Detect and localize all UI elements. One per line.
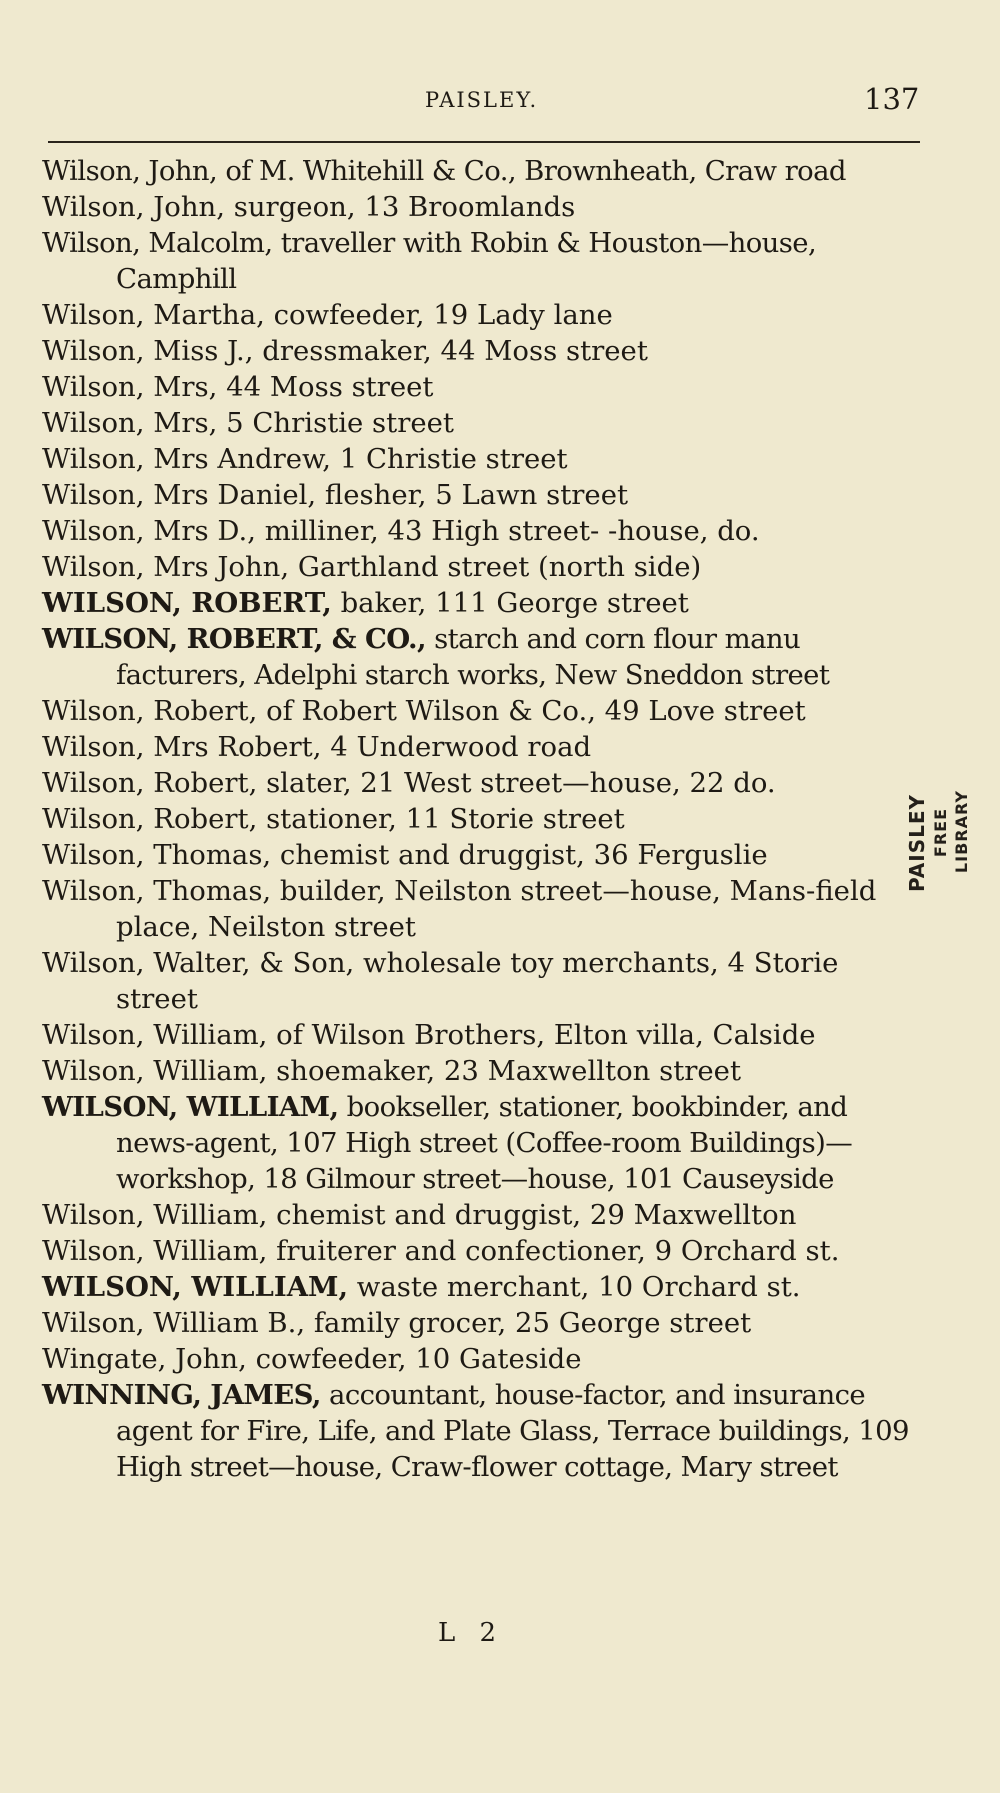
entry-details: 5 Christie street	[217, 407, 454, 439]
entry-name: Wilson, Robert,	[42, 695, 258, 727]
directory-entry	[42, 513, 920, 549]
directory-entry	[42, 693, 920, 729]
entry-details: shoemaker, 23 Maxwellton street	[267, 1055, 742, 1087]
directory-entry	[42, 765, 920, 801]
entry-name: WILSON, ROBERT, & CO.,	[42, 623, 426, 655]
entry-name: Wilson, Mrs Robert,	[42, 731, 322, 763]
directory-entry	[42, 873, 920, 945]
entry-name: Wilson, Martha,	[42, 299, 265, 331]
entry-details: Garthland street (north side)	[289, 551, 702, 583]
entry-name: Wilson, Walter, & Son,	[42, 947, 355, 979]
entry-details: stationer, 11 Storie street	[257, 803, 625, 835]
entry-details: slater, 21 West street—house, 22 do.	[257, 767, 776, 799]
entry-details: surgeon, 13 Broomlands	[224, 191, 576, 223]
entry-details: cowfeeder, 10 Gateside	[246, 1343, 582, 1375]
entry-details: of M. Whitehill & Co., Brownheath, Craw road	[217, 155, 846, 187]
directory-entry	[42, 1269, 920, 1305]
entry-name: Wilson, Malcolm,	[42, 227, 273, 259]
directory-entry	[42, 153, 920, 189]
directory-entry	[42, 549, 920, 585]
signature-mark: L 2	[438, 1618, 505, 1648]
entry-name: Wilson, William,	[42, 1235, 268, 1267]
entry-name: Wilson, Mrs John,	[42, 551, 290, 583]
entry-name: Wilson, Thomas,	[42, 875, 272, 907]
directory-entries	[42, 153, 920, 1485]
entry-name: Wilson, William,	[42, 1055, 268, 1087]
directory-entry	[42, 477, 920, 513]
directory-entry	[42, 1233, 920, 1269]
entry-name: Wilson, William,	[42, 1199, 268, 1231]
entry-name: Wilson, Mrs Andrew,	[42, 443, 332, 475]
entry-details: accountant, house-factor, and insurance agent for Fire, Life, and Plate Glass, Terrace buildings, 109 High street—house, Craw-flower cottage, Mary street	[116, 1379, 909, 1483]
directory-entry	[42, 1017, 920, 1053]
directory-entry	[42, 1377, 920, 1485]
entry-name: Wingate, John,	[42, 1343, 247, 1375]
entry-details: family grocer, 25 George street	[305, 1307, 752, 1339]
entry-details: chemist and druggist, 36 Ferguslie	[271, 839, 768, 871]
entry-name: WILSON, WILLIAM,	[42, 1091, 339, 1123]
entry-details: wholesale toy merchants, 4 Storie street	[116, 947, 839, 1015]
directory-entry	[42, 837, 920, 873]
stamp-line-paisley: PAISLEY	[905, 794, 929, 893]
stamp-line-free: FREE	[931, 808, 950, 858]
directory-entry	[42, 189, 920, 225]
directory-entry	[42, 1197, 920, 1233]
directory-entry	[42, 297, 920, 333]
entry-details: of Robert Wilson & Co., 49 Love street	[257, 695, 806, 727]
entry-name: WINNING, JAMES,	[42, 1379, 321, 1411]
entry-name: Wilson, John,	[42, 191, 225, 223]
entry-details: cowfeeder, 19 Lady lane	[264, 299, 613, 331]
entry-details: fruiterer and confectioner, 9 Orchard st.	[267, 1235, 840, 1267]
directory-entry	[42, 405, 920, 441]
entry-name: Wilson, Mrs,	[42, 407, 218, 439]
entry-details: waste merchant, 10 Orchard st.	[348, 1271, 801, 1303]
running-head	[0, 82, 1000, 122]
directory-entry	[42, 369, 920, 405]
entry-details: dressmaker, 44 Moss street	[253, 335, 648, 367]
entry-details: of Wilson Brothers, Elton villa, Calside	[267, 1019, 816, 1051]
entry-details: milliner, 43 High street- -house, do.	[255, 515, 760, 547]
directory-entry	[42, 801, 920, 837]
directory-entry	[42, 585, 920, 621]
entry-details: bookseller, stationer, bookbinder, and news-agent, 107 High street (Coffee-room Buildings)—workshop, 18 Gilmour street—house, 101 Causeyside	[116, 1091, 853, 1195]
directory-entry	[42, 333, 920, 369]
entry-details: 1 Christie street	[331, 443, 568, 475]
page-number: 137	[864, 82, 920, 116]
entry-name: WILSON, WILLIAM,	[42, 1271, 349, 1303]
running-title: PAISLEY.	[425, 88, 539, 112]
library-stamp	[905, 790, 997, 893]
entry-details: traveller with Robin & Houston—house, Camphill	[116, 227, 817, 295]
entry-name: Wilson, John,	[42, 155, 218, 187]
entry-details: chemist and druggist, 29 Maxwellton	[267, 1199, 797, 1231]
entry-name: Wilson, Mrs,	[42, 371, 218, 403]
entry-name: Wilson, Robert,	[42, 803, 258, 835]
header-rule	[48, 141, 920, 143]
entry-name: Wilson, Miss J.,	[42, 335, 254, 367]
entry-name: Wilson, William B.,	[42, 1307, 306, 1339]
directory-entry	[42, 1089, 920, 1197]
entry-details: builder, Neilston street—house, Mans-field place, Neilston street	[116, 875, 877, 943]
directory-entry	[42, 621, 920, 693]
entry-details: starch and corn flour manu facturers, Adelphi starch works, New Sneddon street	[116, 623, 830, 691]
entry-name: Wilson, Mrs Daniel,	[42, 479, 317, 511]
entry-name: WILSON, ROBERT,	[42, 587, 332, 619]
stamp-line-library: LIBRARY	[952, 790, 971, 874]
directory-entry	[42, 1341, 920, 1377]
entry-details: baker, 111 George street	[331, 587, 689, 619]
directory-entry	[42, 225, 920, 297]
directory-entry	[42, 1305, 920, 1341]
entry-details: 4 Underwood road	[321, 731, 592, 763]
entry-name: Wilson, Thomas,	[42, 839, 272, 871]
directory-entry	[42, 1053, 920, 1089]
directory-entry	[42, 441, 920, 477]
directory-entry	[42, 945, 920, 1017]
entry-name: Wilson, Mrs D.,	[42, 515, 256, 547]
entry-name: Wilson, William,	[42, 1019, 268, 1051]
entry-name: Wilson, Robert,	[42, 767, 258, 799]
entry-details: flesher, 5 Lawn street	[316, 479, 629, 511]
directory-entry	[42, 729, 920, 765]
entry-details: 44 Moss street	[217, 371, 434, 403]
